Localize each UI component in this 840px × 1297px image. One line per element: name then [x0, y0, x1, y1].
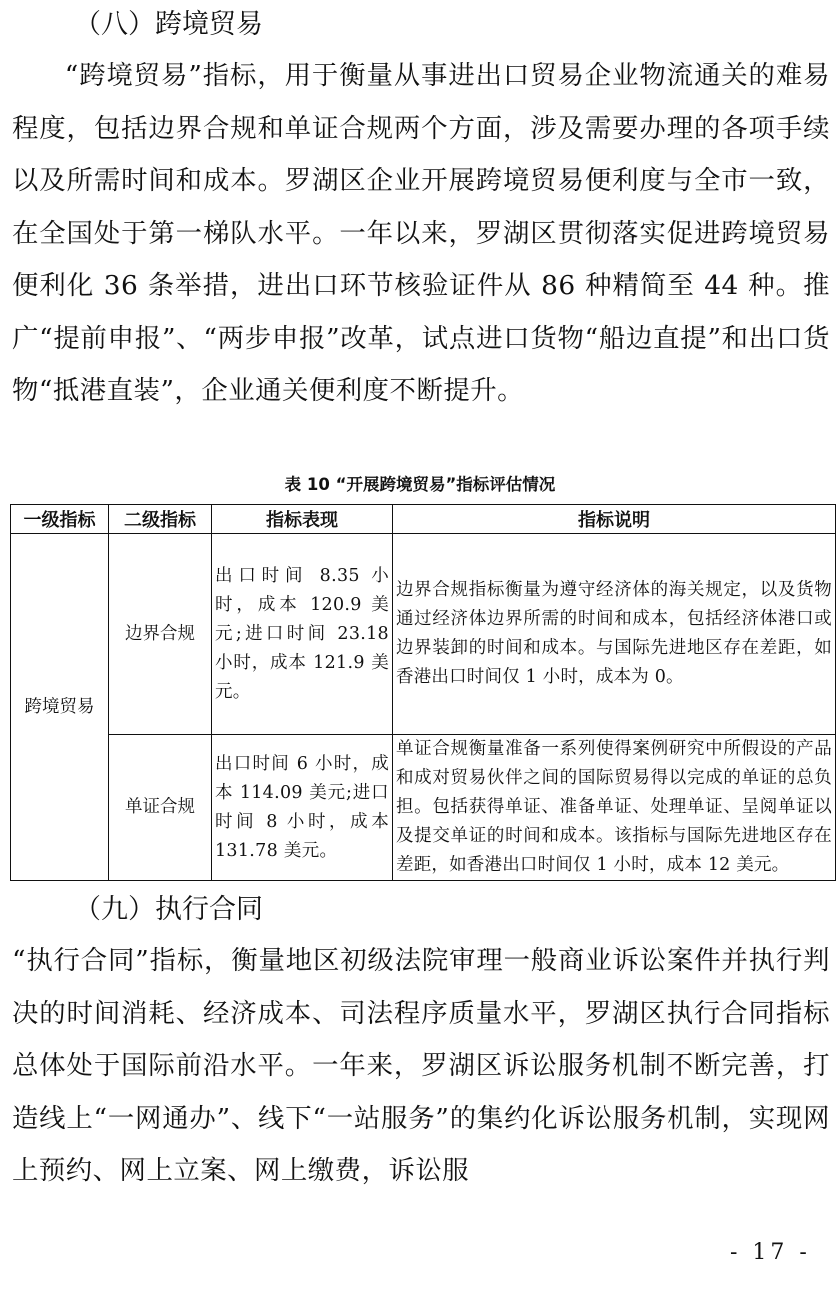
description-cell: 单证合规衡量准备一系列使得案例研究中所假设的产品和成对贸易伙伴之间的国际贸易得以完成的单证的总负担。包括获得单证、准备单证、处理单证、呈阅单证以及提交单证的时间和成本。该指标与国际先进地区存在差距，如香港出口时间仅 1 小时，成本 12 美元。 [393, 735, 836, 881]
section-heading-contract-enforcement: （九）执行合同 [74, 894, 263, 925]
performance-cell: 出口时间 6 小时，成本 114.09 美元;进口时间 8 小时，成本 131.78 美元。 [212, 735, 393, 881]
table-caption: 表 10 “开展跨境贸易”指标评估情况 [284, 475, 556, 494]
level2-cell: 单证合规 [109, 735, 212, 881]
page-number: - 17 - [730, 1240, 811, 1265]
performance-cell: 出口时间 8.35 小时，成本 120.9 美元;进口时间 23.18 小时，成本 121.9 美元。 [212, 534, 393, 735]
cross-border-trade-paragraph: “跨境贸易”指标，用于衡量从事进出口贸易企业物流通关的难易程度，包括边界合规和单证合规两个方面，涉及需要办理的各项手续以及所需时间和成本。罗湖区企业开展跨境贸易便利度与全市一致，在全国处于第一梯队水平。一年以来，罗湖区贯彻落实促进跨境贸易便利化 36 条举措，进出口环节核验证件从 86 种精简至 44 种。推广“提前申报”、“两步申报”改革，试点进口货物“船边直提”和出口货物“抵港直装”，企业通关便利度不断提升。 [12, 60, 830, 406]
table-row [11, 534, 836, 735]
contract-enforcement-paragraph: “执行合同”指标，衡量地区初级法院审理一般商业诉讼案件并执行判决的时间消耗、经济成本、司法程序质量水平，罗湖区执行合同指标总体处于国际前沿水平。一年来，罗湖区诉讼服务机制不断完善，打造线上“一网通办”、线下“一站服务”的集约化诉讼服务机制，实现网上预约、网上立案、网上缴费，诉讼服 [12, 945, 830, 1186]
level1-cell: 跨境贸易 [11, 534, 109, 881]
header-performance: 指标表现 [212, 505, 393, 534]
header-level2: 二级指标 [109, 505, 212, 534]
section-heading-cross-border-trade: （八）跨境贸易 [74, 9, 263, 40]
header-level1: 一级指标 [11, 505, 109, 534]
level2-cell: 边界合规 [109, 534, 212, 735]
table-row [11, 735, 836, 881]
header-description: 指标说明 [393, 505, 836, 534]
indicator-table [10, 504, 836, 881]
description-cell: 边界合规指标衡量为遵守经济体的海关规定，以及货物通过经济体边界所需的时间和成本，包括经济体港口或边界装卸的时间和成本。与国际先进地区存在差距，如香港出口时间仅 1 小时，成本为 0。 [393, 534, 836, 735]
table-header-row [11, 505, 836, 534]
